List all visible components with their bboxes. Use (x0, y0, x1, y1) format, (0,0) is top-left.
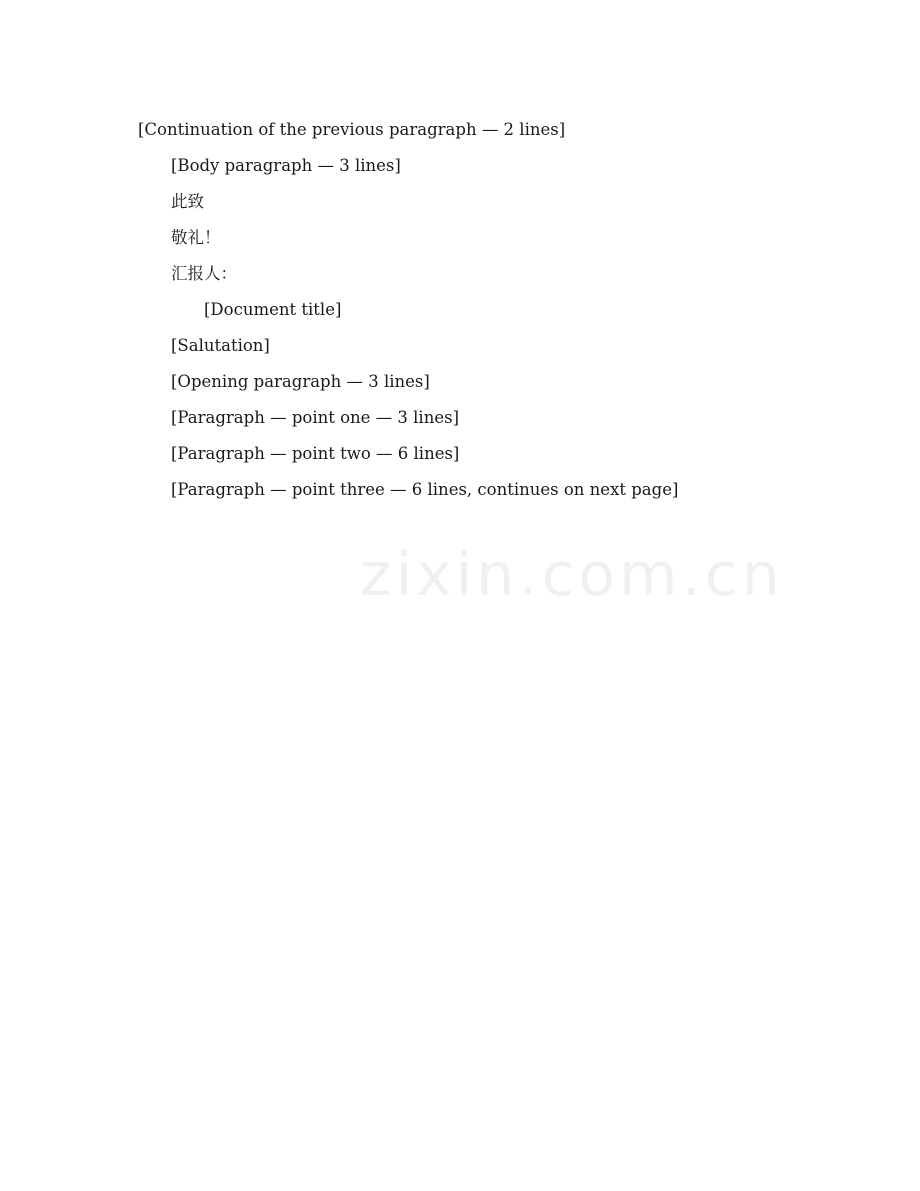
closing-line-2: 敬礼！ (171, 228, 221, 247)
watermark: zixin.com.cn (360, 540, 784, 610)
greeting: [Salutation] (171, 336, 270, 355)
signature-line: 汇报人： (171, 264, 237, 283)
document-page (138, 112, 786, 508)
body-paragraph: [Body paragraph — 3 lines] (171, 156, 401, 175)
continuation-paragraph: [Continuation of the previous paragraph — 2 lines] (138, 120, 566, 139)
document-title: [Document title] (204, 300, 342, 319)
body-paragraph: [Paragraph — point one — 3 lines] (171, 408, 460, 427)
body-paragraph: [Opening paragraph — 3 lines] (171, 372, 430, 391)
body-paragraph: [Paragraph — point two — 6 lines] (171, 444, 460, 463)
closing-line-1: 此致 (171, 192, 204, 211)
body-paragraph: [Paragraph — point three — 6 lines, continues on next page] (171, 480, 679, 499)
